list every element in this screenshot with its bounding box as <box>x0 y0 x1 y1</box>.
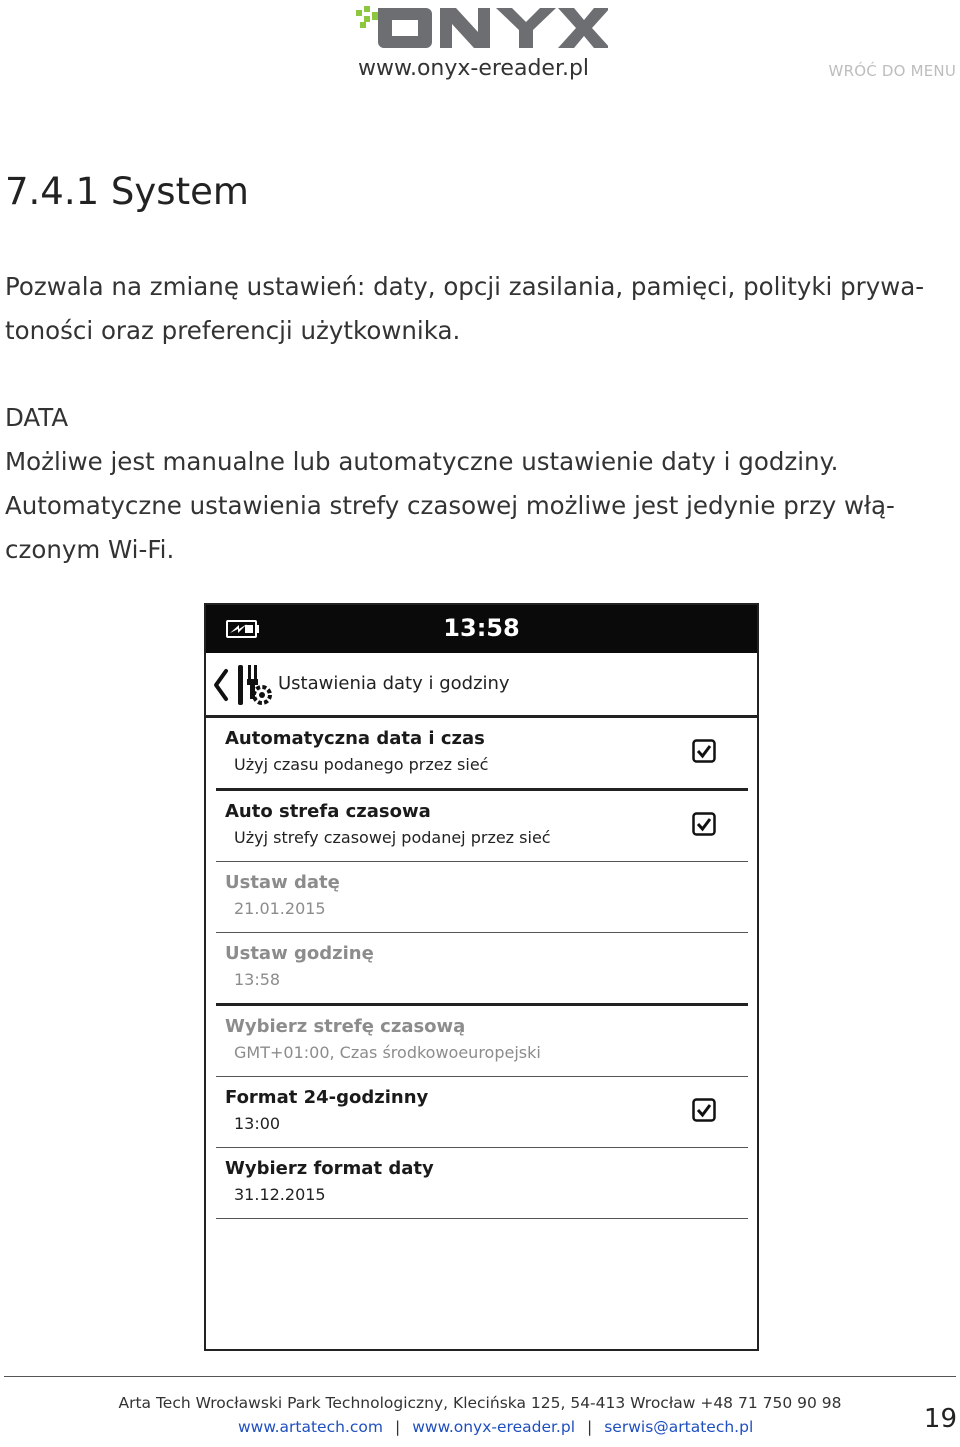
data-paragraph <box>5 440 950 572</box>
setting-title: Wybierz format daty <box>225 1158 434 1179</box>
setting-title: Ustaw datę <box>225 872 340 893</box>
setting-title: Automatyczna data i czas <box>225 728 485 749</box>
setting-title: Ustaw godzinę <box>225 943 374 964</box>
setting-subtitle: 31.12.2015 <box>234 1185 326 1204</box>
intro-line-2: toności oraz preferencji użytkownika. <box>5 316 461 345</box>
setting-subtitle: GMT+01:00, Czas środkowoeuropejski <box>234 1043 541 1062</box>
data-heading: DATA <box>5 403 69 432</box>
data-line-1: Możliwe jest manualne lub automatyczne ustawienie daty i godziny. <box>5 447 839 476</box>
data-line-3: czonym Wi-Fi. <box>5 535 175 564</box>
onyx-logo <box>356 4 608 52</box>
settings-list <box>216 718 748 1219</box>
footer-address: Arta Tech Wrocławski Park Technologiczny, Klecińska 125, 54-413 Wrocław +48 71 750 90 98 <box>118 1394 842 1412</box>
setting-subtitle: 13:58 <box>234 970 281 989</box>
setting-auto-date-time[interactable] <box>216 718 748 791</box>
setting-set-date <box>216 862 748 933</box>
onyx-link[interactable]: www.onyx-ereader.pl <box>412 1418 575 1436</box>
setting-subtitle: 13:00 <box>234 1114 281 1133</box>
setting-24-hour-format[interactable] <box>216 1077 748 1148</box>
setting-subtitle: Użyj strefy czasowej podanej przez sieć <box>234 828 551 847</box>
checkbox-checked-icon[interactable] <box>692 1098 716 1122</box>
link-separator: | <box>587 1418 593 1436</box>
setting-set-time <box>216 933 748 1006</box>
footer-divider <box>4 1376 956 1377</box>
setting-title: Wybierz strefę czasową <box>225 1016 466 1037</box>
page-number: 19 <box>923 1404 957 1434</box>
data-line-2: Automatyczne ustawienia strefy czasowej możliwe jest jedynie przy włą- <box>5 491 895 520</box>
setting-date-format[interactable] <box>216 1148 748 1219</box>
setting-subtitle: 21.01.2015 <box>234 899 326 918</box>
email-link[interactable]: serwis@artatech.pl <box>604 1418 754 1436</box>
checkbox-checked-icon[interactable] <box>692 739 716 763</box>
intro-paragraph <box>5 265 950 353</box>
setting-subtitle: Użyj czasu podanego przez sieć <box>234 755 489 774</box>
status-clock: 13:58 <box>443 614 520 642</box>
checkbox-checked-icon[interactable] <box>692 812 716 836</box>
app-bar <box>206 653 757 718</box>
status-bar <box>206 605 757 653</box>
setting-title: Auto strefa czasowa <box>225 801 431 822</box>
setting-auto-timezone[interactable] <box>216 791 748 862</box>
back-arrow-icon[interactable] <box>212 667 230 703</box>
section-title: 7.4.1 System <box>5 170 249 213</box>
device-screenshot <box>204 603 759 1351</box>
site-url: www.onyx-ereader.pl <box>358 56 590 81</box>
setting-select-timezone <box>216 1006 748 1077</box>
link-separator: | <box>394 1418 401 1436</box>
footer-links <box>238 1418 753 1436</box>
screen-title: Ustawienia daty i godziny <box>278 673 510 694</box>
back-to-menu-link[interactable]: WRÓĆ DO MENU <box>828 62 956 80</box>
settings-tools-icon <box>234 663 274 707</box>
artatech-link[interactable]: www.artatech.com <box>238 1418 383 1436</box>
setting-title: Format 24-godzinny <box>225 1087 429 1108</box>
intro-line-1: Pozwala na zmianę ustawień: daty, opcji zasilania, pamięci, polityki prywa- <box>5 272 925 301</box>
